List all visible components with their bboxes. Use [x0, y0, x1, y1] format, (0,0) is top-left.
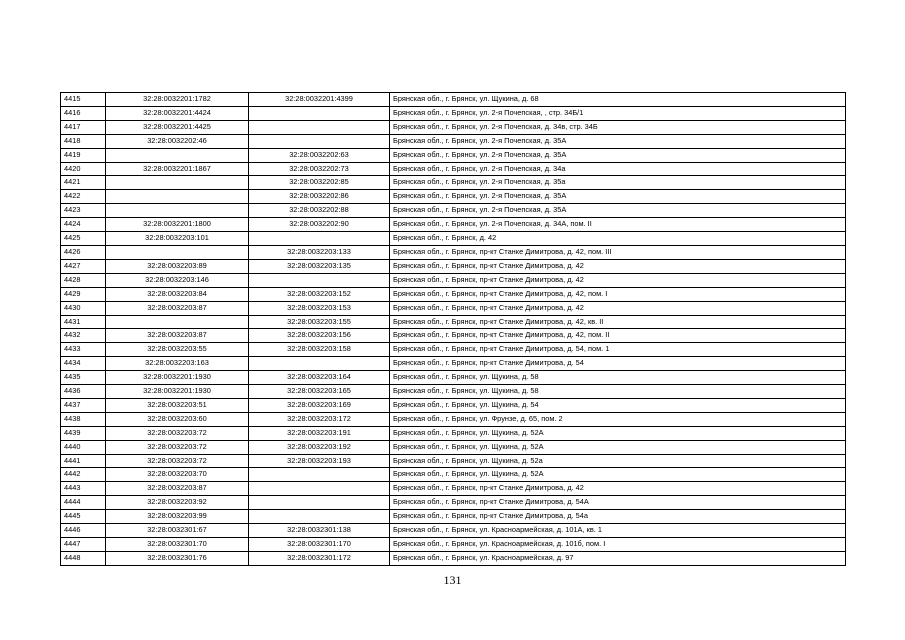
table-row: [61, 148, 846, 162]
cadastral-number-cell: 32:28:0032202:46: [106, 134, 249, 148]
cadastral-number-cell: [106, 190, 249, 204]
row-number-cell: 4421: [61, 176, 106, 190]
object-cadastral-number-cell: 32:28:0032203:156: [249, 329, 390, 343]
table-row: [61, 190, 846, 204]
object-cadastral-number-cell: [249, 510, 390, 524]
row-number-cell: 4425: [61, 232, 106, 246]
cadastral-number-cell: 32:28:0032201:4425: [106, 120, 249, 134]
cadastral-number-cell: 32:28:0032203:146: [106, 273, 249, 287]
table-row: [61, 482, 846, 496]
address-cell: Брянская обл., г. Брянск, пр-кт Станке Димитрова, д. 42, пом. I: [390, 287, 846, 301]
cadastral-number-cell: 32:28:0032203:163: [106, 357, 249, 371]
object-cadastral-number-cell: [249, 106, 390, 120]
object-cadastral-number-cell: [249, 120, 390, 134]
row-number-cell: 4418: [61, 134, 106, 148]
row-number-cell: 4423: [61, 204, 106, 218]
row-number-cell: 4434: [61, 357, 106, 371]
row-number-cell: 4427: [61, 259, 106, 273]
object-cadastral-number-cell: 32:28:0032203:191: [249, 426, 390, 440]
object-cadastral-number-cell: 32:28:0032202:85: [249, 176, 390, 190]
table-row: [61, 398, 846, 412]
address-cell: Брянская обл., г. Брянск, ул. 2-я Почепская, д. 34а: [390, 162, 846, 176]
object-cadastral-number-cell: 32:28:0032203:133: [249, 245, 390, 259]
table-row: [61, 315, 846, 329]
table-row: [61, 510, 846, 524]
object-cadastral-number-cell: 32:28:0032301:172: [249, 551, 390, 565]
address-cell: Брянская обл., г. Брянск, ул. 2-я Почепская, д. 35А: [390, 134, 846, 148]
address-cell: Брянская обл., г. Брянск, пр-кт Станке Димитрова, д. 54а: [390, 510, 846, 524]
cadastral-number-cell: 32:28:0032203:60: [106, 412, 249, 426]
address-cell: Брянская обл., г. Брянск, пр-кт Станке Димитрова, д. 42: [390, 273, 846, 287]
cadastral-number-cell: 32:28:0032203:51: [106, 398, 249, 412]
table-row: [61, 496, 846, 510]
address-cell: Брянская обл., г. Брянск, ул. 2-я Почепская, д. 35А: [390, 190, 846, 204]
address-cell: Брянская обл., г. Брянск, пр-кт Станке Димитрова, д. 54: [390, 357, 846, 371]
address-cell: Брянская обл., г. Брянск, ул. Щукина, д. 52а: [390, 454, 846, 468]
object-cadastral-number-cell: 32:28:0032301:138: [249, 524, 390, 538]
table-row: [61, 301, 846, 315]
table-row: [61, 357, 846, 371]
cadastral-number-cell: 32:28:0032201:1782: [106, 93, 249, 107]
cadastral-number-cell: 32:28:0032301:76: [106, 551, 249, 565]
object-cadastral-number-cell: 32:28:0032203:172: [249, 412, 390, 426]
object-cadastral-number-cell: 32:28:0032201:4399: [249, 93, 390, 107]
address-cell: Брянская обл., г. Брянск, ул. 2-я Почепская, д. 34в, стр. 34Б: [390, 120, 846, 134]
cadastral-number-cell: 32:28:0032203:92: [106, 496, 249, 510]
cadastral-number-cell: 32:28:0032201:1930: [106, 371, 249, 385]
row-number-cell: 4422: [61, 190, 106, 204]
table-row: [61, 524, 846, 538]
row-number-cell: 4441: [61, 454, 106, 468]
cadastral-number-cell: 32:28:0032203:84: [106, 287, 249, 301]
address-cell: Брянская обл., г. Брянск, ул. Красноармейская, д. 101б, пом. I: [390, 538, 846, 552]
row-number-cell: 4442: [61, 468, 106, 482]
row-number-cell: 4424: [61, 218, 106, 232]
object-cadastral-number-cell: 32:28:0032202:63: [249, 148, 390, 162]
cadastral-number-cell: 32:28:0032201:1867: [106, 162, 249, 176]
address-cell: Брянская обл., г. Брянск, ул. Щукина, д. 58: [390, 385, 846, 399]
object-cadastral-number-cell: [249, 468, 390, 482]
address-cell: Брянская обл., г. Брянск, ул. 2-я Почепская, , стр. 34Б/1: [390, 106, 846, 120]
cadastral-number-cell: [106, 315, 249, 329]
cadastral-number-cell: 32:28:0032203:55: [106, 343, 249, 357]
table-row: [61, 232, 846, 246]
row-number-cell: 4436: [61, 385, 106, 399]
row-number-cell: 4438: [61, 412, 106, 426]
address-cell: Брянская обл., г. Брянск, ул. Щукина, д. 54: [390, 398, 846, 412]
row-number-cell: 4430: [61, 301, 106, 315]
table-row: [61, 204, 846, 218]
object-cadastral-number-cell: 32:28:0032203:164: [249, 371, 390, 385]
object-cadastral-number-cell: 32:28:0032202:88: [249, 204, 390, 218]
table-row: [61, 329, 846, 343]
object-cadastral-number-cell: 32:28:0032203:165: [249, 385, 390, 399]
cadastral-number-cell: 32:28:0032203:72: [106, 454, 249, 468]
row-number-cell: 4416: [61, 106, 106, 120]
row-number-cell: 4444: [61, 496, 106, 510]
address-cell: Брянская обл., г. Брянск, пр-кт Станке Димитрова, д. 54А: [390, 496, 846, 510]
row-number-cell: 4437: [61, 398, 106, 412]
table-row: [61, 162, 846, 176]
cadastral-number-cell: 32:28:0032201:1800: [106, 218, 249, 232]
row-number-cell: 4446: [61, 524, 106, 538]
registry-table-body: [61, 93, 846, 566]
table-row: [61, 454, 846, 468]
table-row: [61, 426, 846, 440]
address-cell: Брянская обл., г. Брянск, пр-кт Станке Димитрова, д. 42, пом. II: [390, 329, 846, 343]
cadastral-number-cell: [106, 176, 249, 190]
address-cell: Брянская обл., г. Брянск, пр-кт Станке Димитрова, д. 42, кв. II: [390, 315, 846, 329]
address-cell: Брянская обл., г. Брянск, ул. 2-я Почепская, д. 35а: [390, 176, 846, 190]
object-cadastral-number-cell: 32:28:0032203:153: [249, 301, 390, 315]
row-number-cell: 4447: [61, 538, 106, 552]
row-number-cell: 4417: [61, 120, 106, 134]
address-cell: Брянская обл., г. Брянск, ул. Щукина, д. 52А: [390, 440, 846, 454]
cadastral-number-cell: [106, 245, 249, 259]
cadastral-number-cell: 32:28:0032203:72: [106, 440, 249, 454]
cadastral-number-cell: 32:28:0032201:4424: [106, 106, 249, 120]
table-row: [61, 468, 846, 482]
table-row: [61, 218, 846, 232]
object-cadastral-number-cell: [249, 482, 390, 496]
address-cell: Брянская обл., г. Брянск, ул. Щукина, д. 52А: [390, 426, 846, 440]
cadastral-number-cell: 32:28:0032203:89: [106, 259, 249, 273]
address-cell: Брянская обл., г. Брянск, ул. 2-я Почепская, д. 35А: [390, 148, 846, 162]
cadastral-number-cell: [106, 148, 249, 162]
row-number-cell: 4435: [61, 371, 106, 385]
table-row: [61, 273, 846, 287]
object-cadastral-number-cell: 32:28:0032203:158: [249, 343, 390, 357]
cadastral-number-cell: 32:28:0032203:101: [106, 232, 249, 246]
cadastral-number-cell: 32:28:0032203:72: [106, 426, 249, 440]
row-number-cell: 4428: [61, 273, 106, 287]
address-cell: Брянская обл., г. Брянск, ул. 2-я Почепская, д. 34А, пом. II: [390, 218, 846, 232]
object-cadastral-number-cell: 32:28:0032203:155: [249, 315, 390, 329]
object-cadastral-number-cell: 32:28:0032202:73: [249, 162, 390, 176]
object-cadastral-number-cell: [249, 134, 390, 148]
table-row: [61, 440, 846, 454]
address-cell: Брянская обл., г. Брянск, пр-кт Станке Димитрова, д. 54, пом. 1: [390, 343, 846, 357]
object-cadastral-number-cell: 32:28:0032301:170: [249, 538, 390, 552]
row-number-cell: 4426: [61, 245, 106, 259]
row-number-cell: 4420: [61, 162, 106, 176]
table-row: [61, 259, 846, 273]
cadastral-number-cell: 32:28:0032301:70: [106, 538, 249, 552]
row-number-cell: 4448: [61, 551, 106, 565]
cadastral-number-cell: 32:28:0032203:70: [106, 468, 249, 482]
cadastral-number-cell: 32:28:0032203:99: [106, 510, 249, 524]
table-row: [61, 93, 846, 107]
object-cadastral-number-cell: 32:28:0032203:169: [249, 398, 390, 412]
table-row: [61, 134, 846, 148]
object-cadastral-number-cell: 32:28:0032203:135: [249, 259, 390, 273]
object-cadastral-number-cell: 32:28:0032203:193: [249, 454, 390, 468]
row-number-cell: 4431: [61, 315, 106, 329]
cadastral-number-cell: 32:28:0032301:67: [106, 524, 249, 538]
table-row: [61, 385, 846, 399]
table-row: [61, 551, 846, 565]
address-cell: Брянская обл., г. Брянск, пр-кт Станке Димитрова, д. 42: [390, 482, 846, 496]
address-cell: Брянская обл., г. Брянск, ул. Красноармейская, д. 101А, кв. 1: [390, 524, 846, 538]
row-number-cell: 4443: [61, 482, 106, 496]
address-cell: Брянская обл., г. Брянск, ул. Щукина, д. 68: [390, 93, 846, 107]
address-cell: Брянская обл., г. Брянск, ул. Фрунзе, д. 65, пом. 2: [390, 412, 846, 426]
cadastral-number-cell: 32:28:0032203:87: [106, 329, 249, 343]
row-number-cell: 4445: [61, 510, 106, 524]
row-number-cell: 4415: [61, 93, 106, 107]
row-number-cell: 4419: [61, 148, 106, 162]
table-row: [61, 538, 846, 552]
registry-table: [60, 92, 846, 566]
row-number-cell: 4439: [61, 426, 106, 440]
table-row: [61, 245, 846, 259]
row-number-cell: 4429: [61, 287, 106, 301]
cadastral-number-cell: 32:28:0032203:87: [106, 301, 249, 315]
object-cadastral-number-cell: [249, 232, 390, 246]
table-row: [61, 371, 846, 385]
table-row: [61, 412, 846, 426]
table-row: [61, 176, 846, 190]
row-number-cell: 4432: [61, 329, 106, 343]
table-row: [61, 106, 846, 120]
object-cadastral-number-cell: 32:28:0032203:152: [249, 287, 390, 301]
address-cell: Брянская обл., г. Брянск, пр-кт Станке Димитрова, д. 42, пом. III: [390, 245, 846, 259]
address-cell: Брянская обл., г. Брянск, д. 42: [390, 232, 846, 246]
object-cadastral-number-cell: [249, 273, 390, 287]
address-cell: Брянская обл., г. Брянск, ул. Красноармейская, д. 97: [390, 551, 846, 565]
object-cadastral-number-cell: [249, 496, 390, 510]
address-cell: Брянская обл., г. Брянск, ул. Щукина, д. 58: [390, 371, 846, 385]
object-cadastral-number-cell: 32:28:0032202:86: [249, 190, 390, 204]
cadastral-number-cell: 32:28:0032201:1930: [106, 385, 249, 399]
table-row: [61, 120, 846, 134]
cadastral-number-cell: [106, 204, 249, 218]
row-number-cell: 4440: [61, 440, 106, 454]
table-row: [61, 343, 846, 357]
address-cell: Брянская обл., г. Брянск, пр-кт Станке Димитрова, д. 42: [390, 259, 846, 273]
object-cadastral-number-cell: 32:28:0032202:90: [249, 218, 390, 232]
table-row: [61, 287, 846, 301]
address-cell: Брянская обл., г. Брянск, ул. 2-я Почепская, д. 35А: [390, 204, 846, 218]
object-cadastral-number-cell: [249, 357, 390, 371]
object-cadastral-number-cell: 32:28:0032203:192: [249, 440, 390, 454]
page-number: 131: [443, 573, 462, 587]
row-number-cell: 4433: [61, 343, 106, 357]
address-cell: Брянская обл., г. Брянск, пр-кт Станке Димитрова, д. 42: [390, 301, 846, 315]
cadastral-number-cell: 32:28:0032203:87: [106, 482, 249, 496]
address-cell: Брянская обл., г. Брянск, ул. Щукина, д. 52А: [390, 468, 846, 482]
